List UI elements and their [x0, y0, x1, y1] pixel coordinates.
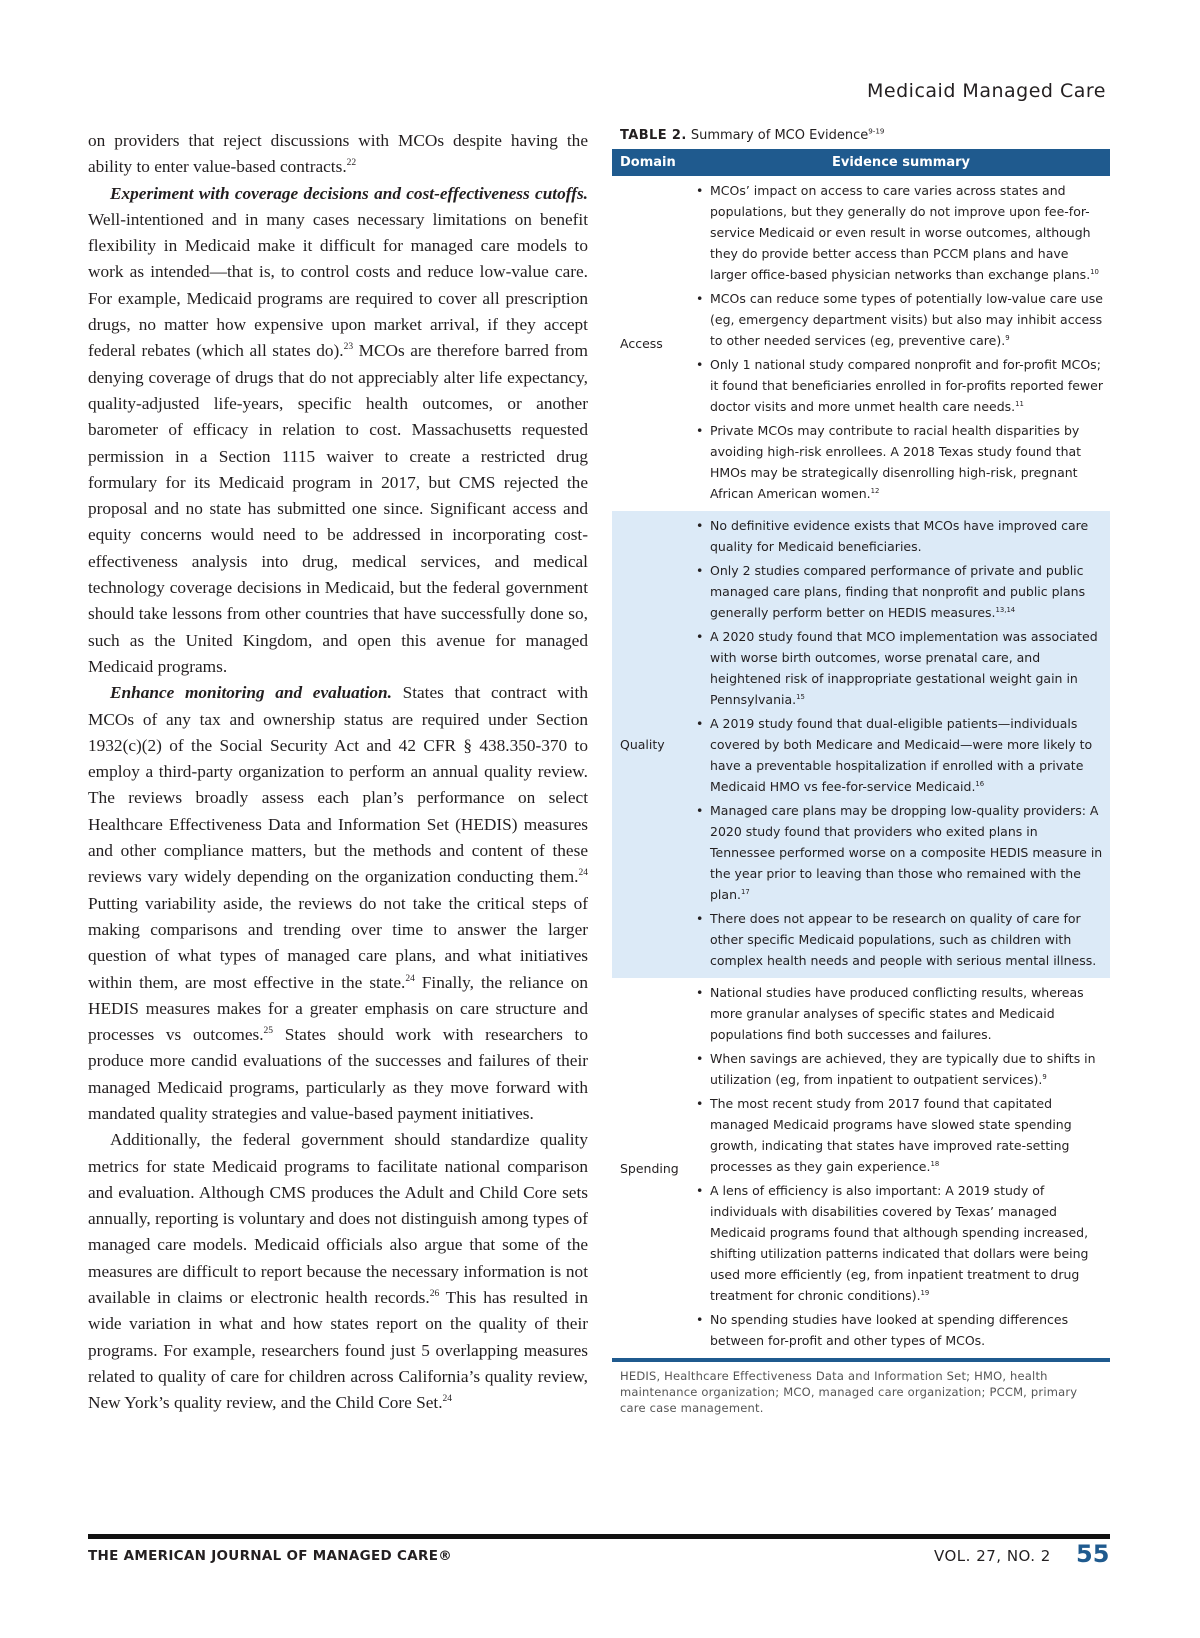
- evidence-bullet: • There does not appear to be research on quality of care for other specific Medicaid populations, such as children with complex health needs and people with serious mental illness.: [692, 908, 1104, 971]
- evidence-bullet: • A lens of efficiency is also important: A 2019 study of individuals with disabilities covered by Texas’ managed Medicaid programs found that although spending increased, shifting utilization patterns indicated that dollars were being used more efficiently (eg, from inpatient treatment to drug treatment for chronic conditions).$^{19}$: [692, 1180, 1104, 1306]
- domain-cell: Access: [620, 336, 663, 351]
- section-subhead: Experiment with coverage decisions and cost-effectiveness cutoffs.: [110, 183, 588, 203]
- evidence-bullet: • A 2019 study found that dual-eligible patients—individuals covered by both Medicare and Medicaid—were more likely to have a preventable hospitalization if enrolled with a private Medicaid HMO vs fee-for-service Medicaid.$^{16}$: [692, 713, 1104, 797]
- table-row: [612, 978, 1110, 1358]
- table-row: [612, 511, 1110, 978]
- evidence-bullet: • No spending studies have looked at spending differences between for-profit and other types of MCOs.: [692, 1309, 1104, 1351]
- footer-rule: [88, 1534, 1110, 1539]
- evidence-bullet: • A 2020 study found that MCO implementation was associated with worse birth outcomes, worse prenatal care, and heightened risk of inappropriate gestational weight gain in Pennsylvania.$^{15}$: [692, 626, 1104, 710]
- evidence-table: [612, 128, 1110, 1416]
- domain-cell: Spending: [620, 1160, 679, 1176]
- evidence-bullet: • The most recent study from 2017 found that capitated managed Medicaid programs have slowed state spending growth, indicating that states have improved rate-setting processes as they gain experience.$^{18}$: [692, 1093, 1104, 1177]
- table-title: TABLE 2. Summary of MCO Evidence$^{9-19}$: [620, 126, 885, 143]
- evidence-bullet: • MCOs’ impact on access to care varies across states and populations, but they generally do not improve upon fee-for-service Medicaid or even result in worse outcomes, although they do provide better access than PCCM plans and have larger office-based physician networks than exchange plans.$^{10}$: [692, 180, 1104, 285]
- evidence-bullet: • Managed care plans may be dropping low-quality providers: A 2020 study found that providers who exited plans in Tennessee performed worse on a composite HEDIS measure in the year prior to leaving than those who remained with the plan.$^{17}$: [692, 800, 1104, 905]
- volume-issue: VOL. 27, NO. 2: [934, 1547, 1051, 1565]
- table-row: [612, 176, 1110, 511]
- column-header-evidence: Evidence summary: [692, 149, 1110, 176]
- body-text-column: [88, 128, 588, 1417]
- column-header-domain: Domain: [612, 149, 692, 176]
- evidence-bullet: • Only 1 national study compared nonprofit and for-profit MCOs; it found that beneficiaries enrolled in for-profits reported fewer doctor visits and more unmet health care needs.$^{11}$: [692, 354, 1104, 417]
- body-paragraph: Additionally, the federal government should standardize quality metrics for state Medicaid programs to facilitate national comparison and evaluation. Although CMS produces the Adult and Child Core sets annually, reporting is voluntary and does not distinguish among types of managed care models. Medicaid officials also argue that some of the measures are difficult to report because the necessary information is not available in claims or electronic health records.$^{26}$ This has resulted in wide variation in what and how states report on the quality of their programs. For example, researchers found just 5 overlapping measures related to quality of care for children across California’s quality review, New York’s quality review, and the Child Core Set.$^{24}$: [88, 1130, 589, 1413]
- page-number: 55: [1076, 1540, 1110, 1568]
- evidence-cell: [692, 176, 1110, 511]
- domain-cell: Quality: [612, 511, 692, 978]
- evidence-bullet: • No definitive evidence exists that MCOs have improved care quality for Medicaid beneficiaries.: [692, 515, 1104, 557]
- evidence-bullet: • National studies have produced conflicting results, whereas more granular analyses of specific states and Medicaid populations find both successes and failures.: [692, 982, 1104, 1045]
- body-paragraph: on providers that reject discussions with MCOs despite having the ability to enter value-based contracts.$^{22}$: [88, 131, 588, 177]
- body-paragraph: Experiment with coverage decisions and cost-effectiveness cutoffs. Well-intentioned and in many cases necessary limitations on benefit flexibility in Medicaid make it difficult for managed care models to work as intended—that is, to control costs and reduce low-value care. For example, Medicaid programs are required to cover all prescription drugs, no matter how expensive upon market arrival, if they accept federal rebates (which all states do).$^{23}$ MCOs are therefore barred from denying coverage of drugs that do not appreciably alter life expectancy, quality-adjusted life-years, specific health outcomes, or another barometer of efficacy in relation to cost. Massachusetts requested permission in a Section 1115 waiver to create a restricted drug formulary for its Medicaid program in 2017, but CMS rejected the proposal and no state has submitted one since. Significant access and equity concerns would need to be addressed in incorporating cost-effectiveness analysis into drug, medical services, and medical technology coverage decisions in Medicaid, but the federal government should take lessons from other countries that have successfully done so, such as the United Kingdom, and open this avenue for managed Medicaid programs.: [88, 183, 588, 676]
- section-subhead: Enhance monitoring and evaluation.: [110, 683, 392, 703]
- evidence-bullet: • Private MCOs may contribute to racial health disparities by avoiding high-risk enrollees. A 2018 Texas study found that HMOs may be strategically disenrolling high-risk, pregnant African American women.$^{12}$: [692, 420, 1104, 504]
- journal-name: THE AMERICAN JOURNAL OF MANAGED CARE®: [88, 1548, 453, 1564]
- body-paragraph: Enhance monitoring and evaluation. States that contract with MCOs of any tax and ownership status are required under Section 1932(c)(2) of the Social Security Act and 42 CFR § 438.350-370 to employ a third-party organization to perform an annual quality review. The reviews broadly assess each plan’s performance on select Healthcare Effectiveness Data and Information Set (HEDIS) measures and other compliance matters, but the methods and content of these reviews vary widely depending on the organization conducting them.$^{24}$ Putting variability aside, the reviews do not take the critical steps of making comparisons and trending over time to answer the larger question of what types of managed care plans, and what initiatives within them, are most effective in the state.$^{24}$ Finally, the reliance on HEDIS measures makes for a greater emphasis on care structure and processes vs outcomes.$^{25}$ States should work with researchers to produce more candid evaluations of the successes and failures of their managed Medicaid programs, particularly as they move forward with mandated quality strategies and value-based payment initiatives.: [88, 683, 588, 1123]
- evidence-bullet: • Only 2 studies compared performance of private and public managed care plans, finding that nonprofit and public plans generally perform better on HEDIS measures.$^{13,14}$: [692, 560, 1104, 623]
- running-head: Medicaid Managed Care: [867, 80, 1106, 102]
- table-footnote: HEDIS, Healthcare Effectiveness Data and Information Set; HMO, health maintenance organization; MCO, managed care organization; PCCM, primary care case management.: [620, 1369, 1078, 1415]
- evidence-bullet: • MCOs can reduce some types of potentially low-value care use (eg, emergency department visits) but also may inhibit access to other needed services (eg, preventive care).$^9$: [692, 288, 1104, 351]
- evidence-bullet: • When savings are achieved, they are typically due to shifts in utilization (eg, from inpatient to outpatient services).$^9$: [692, 1048, 1104, 1090]
- evidence-cell: [692, 511, 1110, 978]
- evidence-cell: [692, 978, 1110, 1358]
